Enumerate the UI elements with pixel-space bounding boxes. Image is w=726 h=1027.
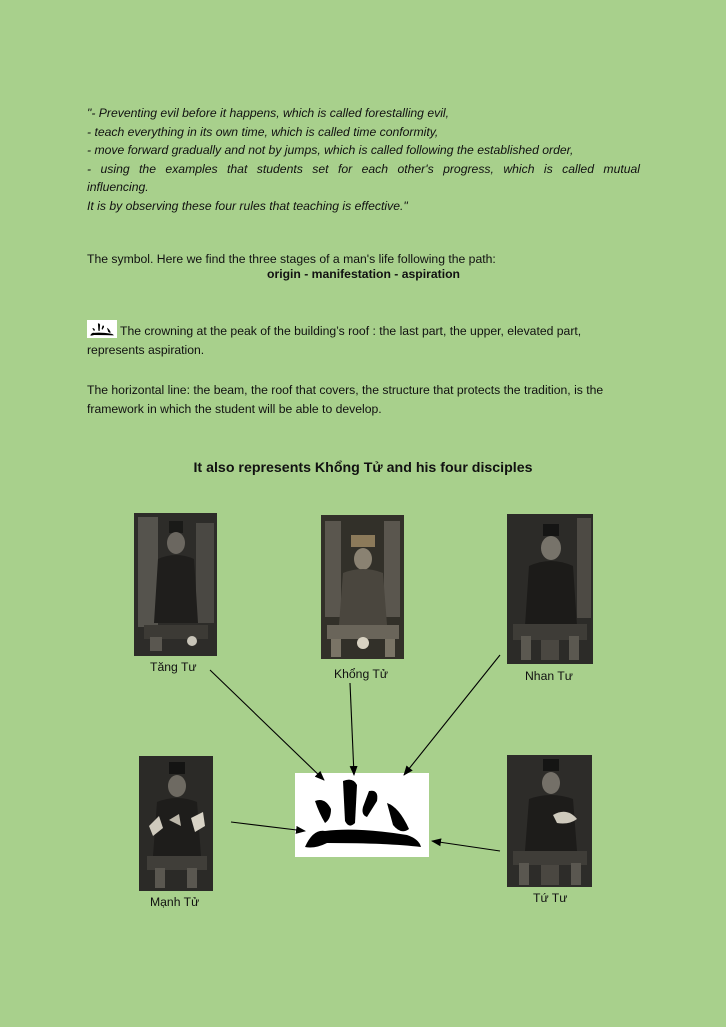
quote-line: It is by observing these four rules that teaching is effective." [87, 198, 408, 213]
caption-tang-tu: Tăng Tư [150, 660, 197, 674]
quote-line: - using the examples that students set for each other's progress, which is called mutual [87, 161, 640, 176]
arrow-icon [231, 822, 305, 831]
section-heading: It also represents Khổng Tử and his four disciples [193, 460, 533, 476]
symbol-path: origin - manifestation - aspiration [267, 267, 460, 281]
caption-khong-tu: Khổng Tử [334, 667, 389, 681]
beam-paragraph: The horizontal line: the beam, the roof that covers, the structure that protects the tradition, is the framework in which the student will be able to develop. [87, 383, 604, 416]
arrow-icon [210, 670, 324, 780]
arrow-icon [350, 683, 354, 775]
quote-line: - teach everything in its own time, which is called time conformity, [87, 124, 439, 139]
caption-tu-tu: Tứ Tư [533, 891, 568, 905]
quote-line: - move forward gradually and not by jumps, which is called following the established order, [87, 143, 574, 157]
quote-line: "- Preventing evil before it happens, which is called forestalling evil, [87, 106, 450, 120]
caption-manh-tu: Mạnh Tử [150, 895, 200, 909]
arrow-icon [404, 655, 500, 775]
symbol-intro: The symbol. Here we find the three stages of a man's life following the path: [87, 252, 496, 266]
quote-line: influencing. [87, 180, 149, 194]
arrow-icon [432, 841, 500, 851]
crowning-text: The crowning at the peak of the building’s roof : the last part, the upper, elevated part, represents aspiration. [87, 324, 582, 357]
caption-nhan-tu: Nhan Tư [525, 669, 573, 683]
